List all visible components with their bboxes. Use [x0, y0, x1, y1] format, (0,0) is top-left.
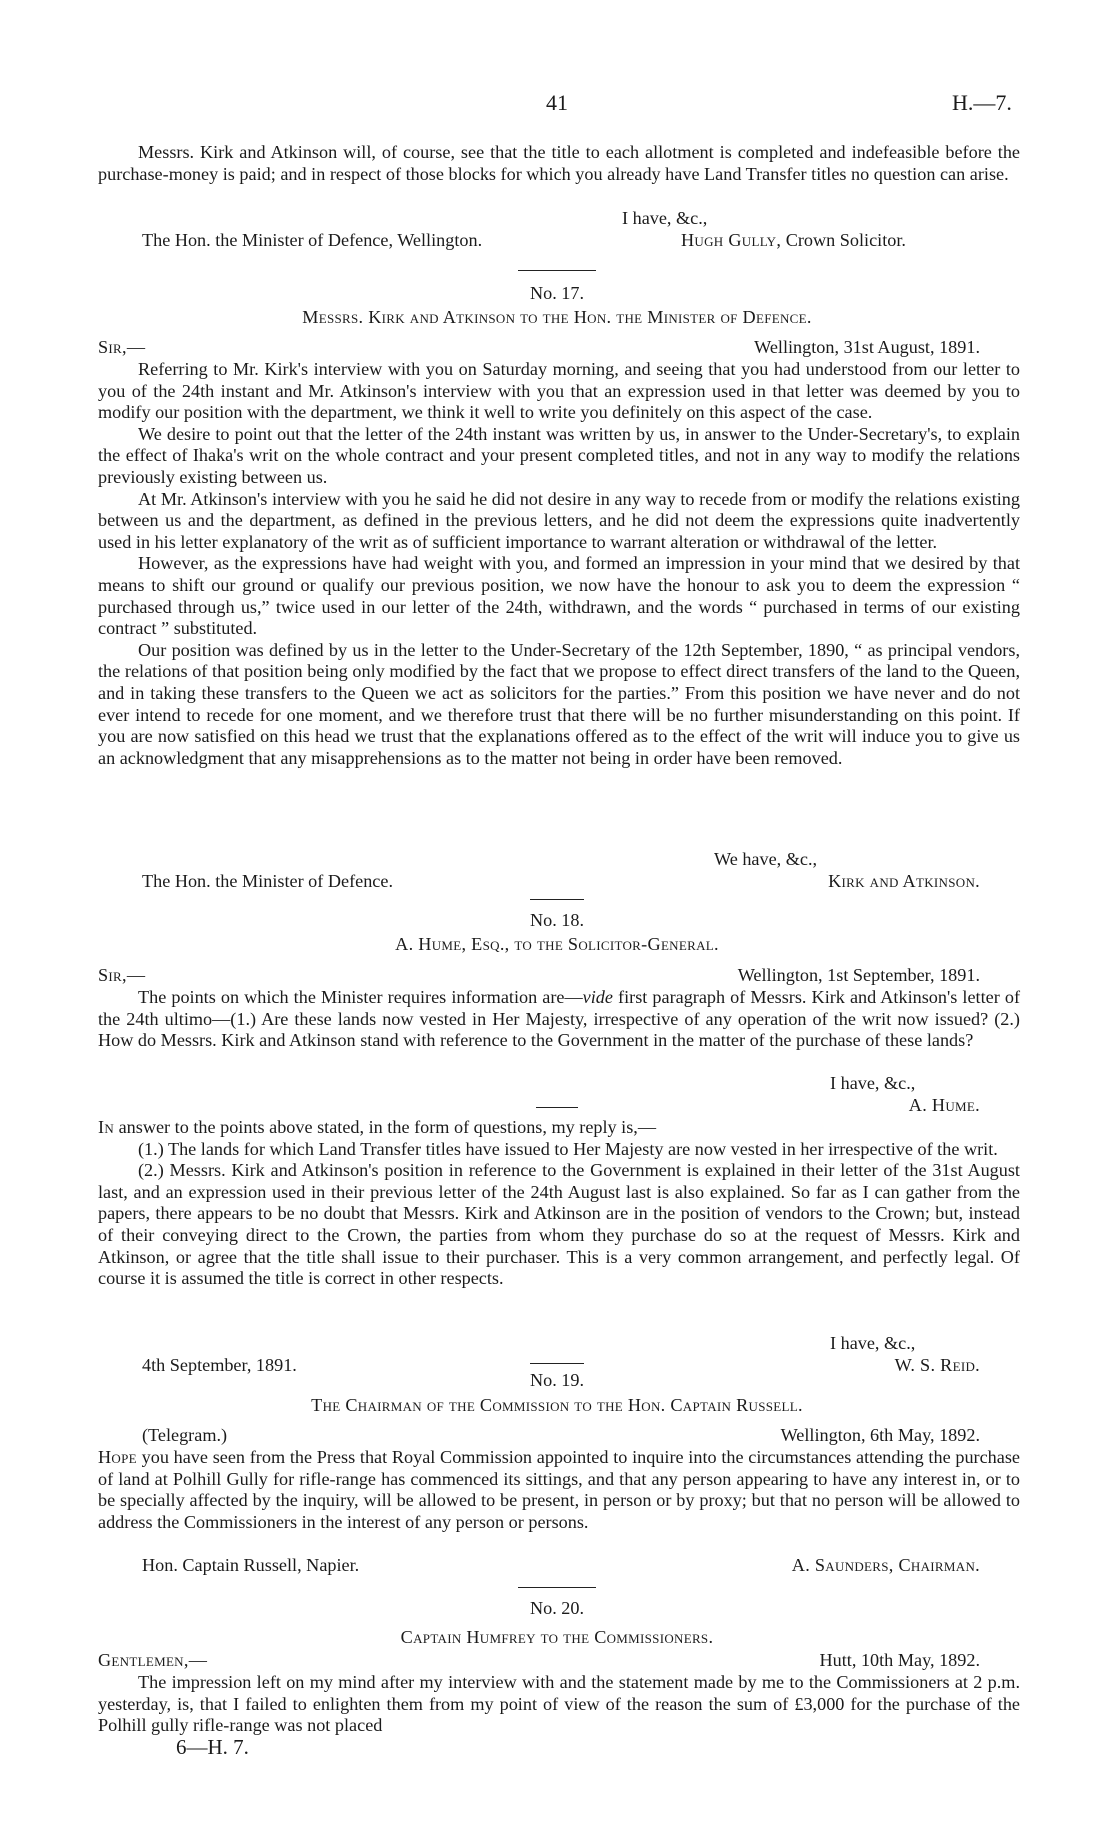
- divider-rule: [518, 270, 596, 271]
- divider-rule: [530, 899, 584, 900]
- letter-20-body: [98, 1672, 1020, 1737]
- letter-17-body: [98, 359, 1020, 769]
- letter-20-salutation: Gentlemen,—: [98, 1650, 208, 1670]
- reply-point-1: (1.) The lands for which Land Transfer titles have issued to Her Majesty are now vested in her irrespective of the writ.: [138, 1138, 998, 1159]
- letter-20-paragraph: The impression left on my mind after my interview with and the statement made by me to the Commissioners at 2 p.m. yesterday, is, that I failed to enlighten them from my point of view of the reason the sum of £3,000 for the purchase of the Polhill gully rifle-range was not placed: [98, 1672, 1020, 1736]
- letter-17-paragraph: Referring to Mr. Kirk's interview with you on Saturday morning, and seeing that you had understood from our letter to you of the 24th instant and Mr. Atkinson's interview with you that an expression used in that letter was deemed by you to modify our position with the department, we think it well to write you definitely on this aspect of the case.: [98, 359, 1020, 423]
- letter-18-salutation: Sir,—: [98, 965, 146, 985]
- intro-paragraph: Messrs. Kirk and Atkinson will, of course, see that the title to each allotment is completed and indefeasible before the purchase-money is paid; and in respect of those blocks for which you already have Land Transfer titles no question can arise.: [98, 142, 1020, 184]
- letter-19-number: No. 19.: [529, 1370, 585, 1390]
- letter-18-place-date: Wellington, 1st September, 1891.: [737, 965, 980, 985]
- intro-signer-title: Crown Solicitor.: [785, 230, 906, 250]
- divider-rule: [518, 1587, 596, 1588]
- reply-date: 4th September, 1891.: [142, 1355, 297, 1375]
- letter-17-paragraph: Our position was defined by us in the letter to the Under-Secretary of the 12th September, 1890, “ as principal vendors, the relations of that position being only modified by the fact that we propose to effect direct transfers of the land to the Queen, and in taking these transfers to the Queen we act as solicitors for the parties.” From this position we have never and do not ever intend to recede for one moment, and we therefore trust that there will be no further misunderstanding on this point. If you are now satisfied on this head we trust that the explanations offered as to the effect of the writ will induce you to give us an acknowledgment that any misapprehensions as to the matter not being in order have been removed.: [98, 639, 1020, 768]
- letter-20-number: No. 20.: [529, 1598, 585, 1618]
- letter-18-paragraph: The points on which the Minister requires information are—vide first paragraph of Messrs. Kirk and Atkinson's letter of the 24th ultimo—(1.) Are these lands now vested in Her Majesty, irrespective of any operation of the writ now issued? (2.) How do Messrs. Kirk and Atkinson stand with reference to the Government in the matter of the purchase of these lands?: [98, 987, 1021, 1051]
- letter-17-paragraph: We desire to point out that the letter of the 24th instant was written by us, in answer to the Under-Secretary's, to explain the effect of Ihaka's writ on the whole contract and your present completed titles, and not in any way to modify the relations previously existing between us.: [98, 423, 1020, 487]
- intro-signer: [681, 230, 906, 252]
- letter-17-paragraph: At Mr. Atkinson's interview with you he said he did not desire in any way to recede from or modify the relations existing between us and the department, as defined in the previous letters, and he did not deem the expressions quite inadvertently used in his letter explanatory of the writ as of sufficient importance to warrant alteration or withdrawal of the letter.: [98, 488, 1020, 552]
- intro-signer-name: Hugh Gully,: [681, 230, 782, 250]
- letter-18-title: A. Hume, Esq., to the Solicitor-General.: [395, 934, 719, 954]
- letter-19-kind: (Telegram.): [142, 1425, 228, 1445]
- letter-19-title: The Chairman of the Commission to the Hon. Captain Russell.: [311, 1395, 803, 1415]
- letter-17-title: Messrs. Kirk and Atkinson to the Hon. the Minister of Defence.: [302, 307, 812, 327]
- document-reference: H.—7.: [952, 90, 1012, 115]
- reply-point-2: (2.) Messrs. Kirk and Atkinson's position in reference to the Government is explained in their letter of the 31st August last, and an expression used in their previous letter of the 24th August last is also explained. So far as I can gather from the papers, there appears to be no doubt that Messrs. Kirk and Atkinson are in the position of vendors to the Crown; but, instead of their conveying direct to the Crown, the parties from whom they purchase do so at the request of Messrs. Kirk and Atkinson, or agree that the title shall issue to their purchaser. This is a very common arrangement, and perfectly legal. Of course it is assumed the title is correct in other respects.: [98, 1160, 1020, 1289]
- letter-19-signer: A. Saunders, Chairman.: [791, 1555, 980, 1575]
- letter-19-paragraph: Hope you have seen from the Press that Royal Commission appointed to inquire into the circumstances attending the purchase of land at Polhill Gully for rifle-range has commenced its sittings, and that any person appearing to have any interest in, or to be specially affected by the inquiry, will be allowed to be present, in person or by proxy; but that no person will be allowed to address the Commissioners in the interest of any person or persons.: [98, 1447, 1020, 1532]
- letter-17-closing: We have, &c.,: [714, 849, 818, 869]
- letter-20-place-date: Hutt, 10th May, 1892.: [819, 1650, 980, 1670]
- letter-17-signer: Kirk and Atkinson.: [828, 871, 980, 891]
- reply-closing: I have, &c.,: [830, 1333, 916, 1353]
- intro-closing: I have, &c.,: [622, 208, 708, 228]
- letter-18-reply: [98, 1117, 1020, 1290]
- letter-18-signer: A. Hume.: [908, 1095, 980, 1115]
- letter-18-closing: I have, &c.,: [830, 1073, 916, 1093]
- page-number: 41: [546, 90, 568, 115]
- signature-mark: 6—H. 7.: [176, 1735, 249, 1759]
- letter-17-place-date: Wellington, 31st August, 1891.: [754, 337, 980, 357]
- letter-19-place-date: Wellington, 6th May, 1892.: [780, 1425, 980, 1445]
- letter-18-body: [98, 987, 1020, 1052]
- divider-rule: [536, 1107, 578, 1108]
- letter-18-number: No. 18.: [529, 910, 585, 930]
- intro-section: [98, 142, 1020, 185]
- letter-17-number: No. 17.: [529, 283, 585, 303]
- letter-17-addressee: The Hon. the Minister of Defence.: [142, 871, 394, 891]
- letter-17-salutation: Sir,—: [98, 337, 146, 357]
- reply-signer: W. S. Reid.: [894, 1355, 980, 1375]
- letter-19-body: [98, 1447, 1020, 1533]
- letter-19-addressee: Hon. Captain Russell, Napier.: [142, 1555, 360, 1575]
- intro-addressee: The Hon. the Minister of Defence, Wellington.: [142, 230, 483, 250]
- reply-intro: In answer to the points above stated, in the form of questions, my reply is,—: [98, 1117, 657, 1137]
- letter-20-title: Captain Humfrey to the Commissioners.: [400, 1627, 714, 1647]
- letter-17-paragraph: However, as the expressions have had weight with you, and formed an impression in your mind that we desired by that means to shift our ground or qualify our previous position, we now have the honour to ask you to deem the expression “ purchased through us,” twice used in our letter of the 24th, withdrawn, and the words “ purchased in terms of our existing contract ” substituted.: [98, 553, 1020, 639]
- divider-rule: [530, 1363, 584, 1364]
